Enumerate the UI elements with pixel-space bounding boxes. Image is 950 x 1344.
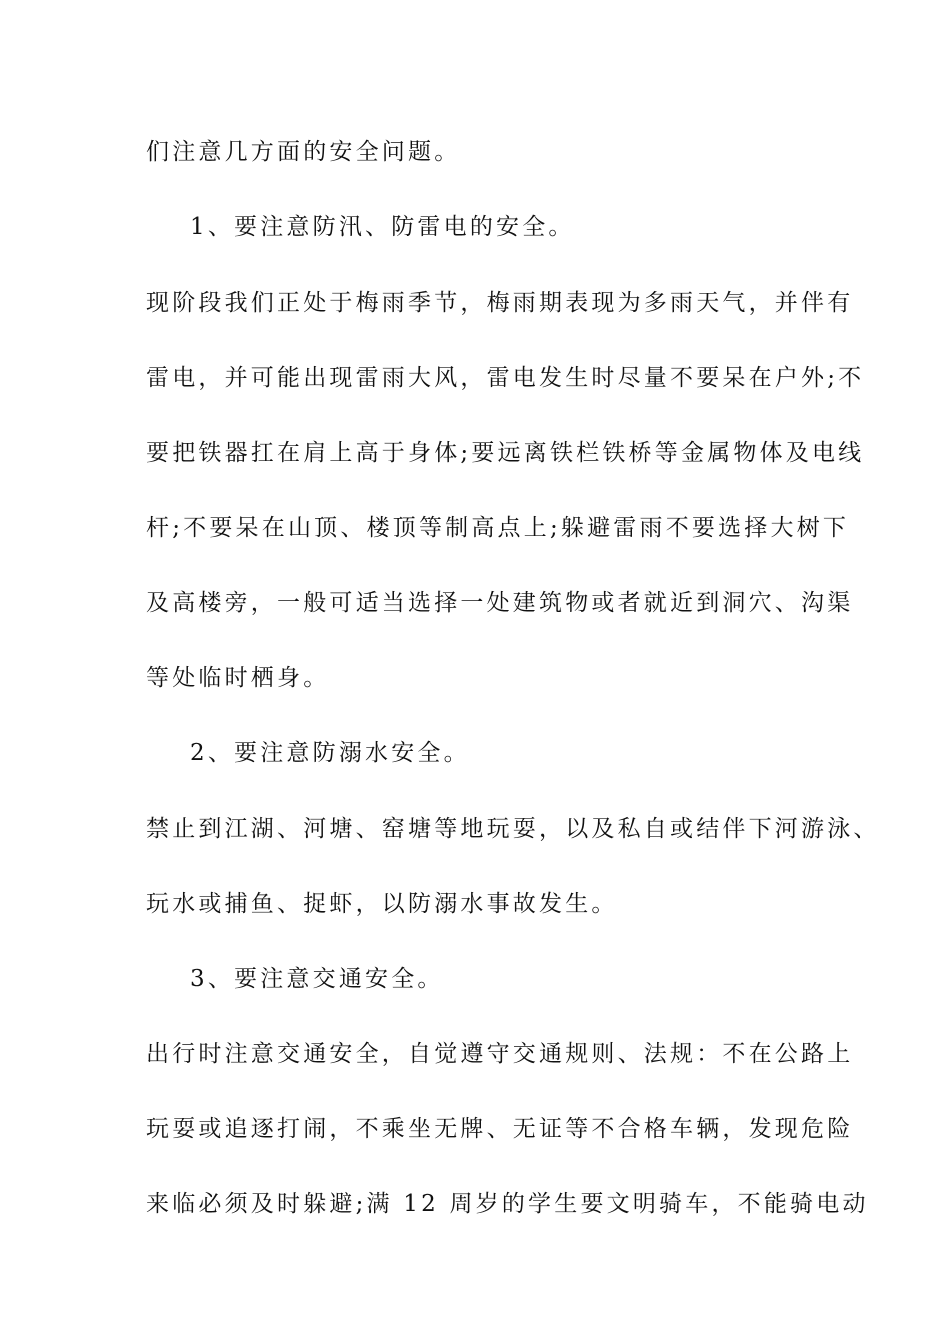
text-line: 们注意几方面的安全问题。 [146, 139, 461, 165]
section-heading: 1、要注意防汛、防雷电的安全。 [190, 214, 575, 240]
text-line: 出行时注意交通安全，自觉遵守交通规则、法规：不在公路上 [146, 1041, 854, 1067]
text-line: 现阶段我们正处于梅雨季节，梅雨期表现为多雨天气，并伴有 [146, 290, 854, 316]
text-line: 要把铁器扛在肩上高于身体;要远离铁栏铁桥等金属物体及电线 [146, 440, 865, 466]
text-line: 玩耍或追逐打闹，不乘坐无牌、无证等不合格车辆，发现危险 [146, 1116, 854, 1142]
text-line: 杆;不要呆在山顶、楼顶等制高点上;躲避雷雨不要选择大树下 [146, 515, 850, 541]
text-line: 来临必须及时躲避;满 12 周岁的学生要文明骑车，不能骑电动 [146, 1191, 869, 1217]
text-line: 等处临时栖身。 [146, 665, 330, 691]
text-line: 雷电，并可能出现雷雨大风，雷电发生时尽量不要呆在户外;不 [146, 365, 865, 391]
section-heading: 2、要注意防溺水安全。 [190, 740, 470, 766]
section-heading: 3、要注意交通安全。 [190, 966, 444, 992]
text-line: 及高楼旁，一般可适当选择一处建筑物或者就近到洞穴、沟渠 [146, 590, 854, 616]
text-line: 玩水或捕鱼、捉虾，以防溺水事故发生。 [146, 891, 618, 917]
text-line: 禁止到江湖、河塘、窑塘等地玩耍，以及私自或结伴下河游泳、 [146, 816, 880, 842]
